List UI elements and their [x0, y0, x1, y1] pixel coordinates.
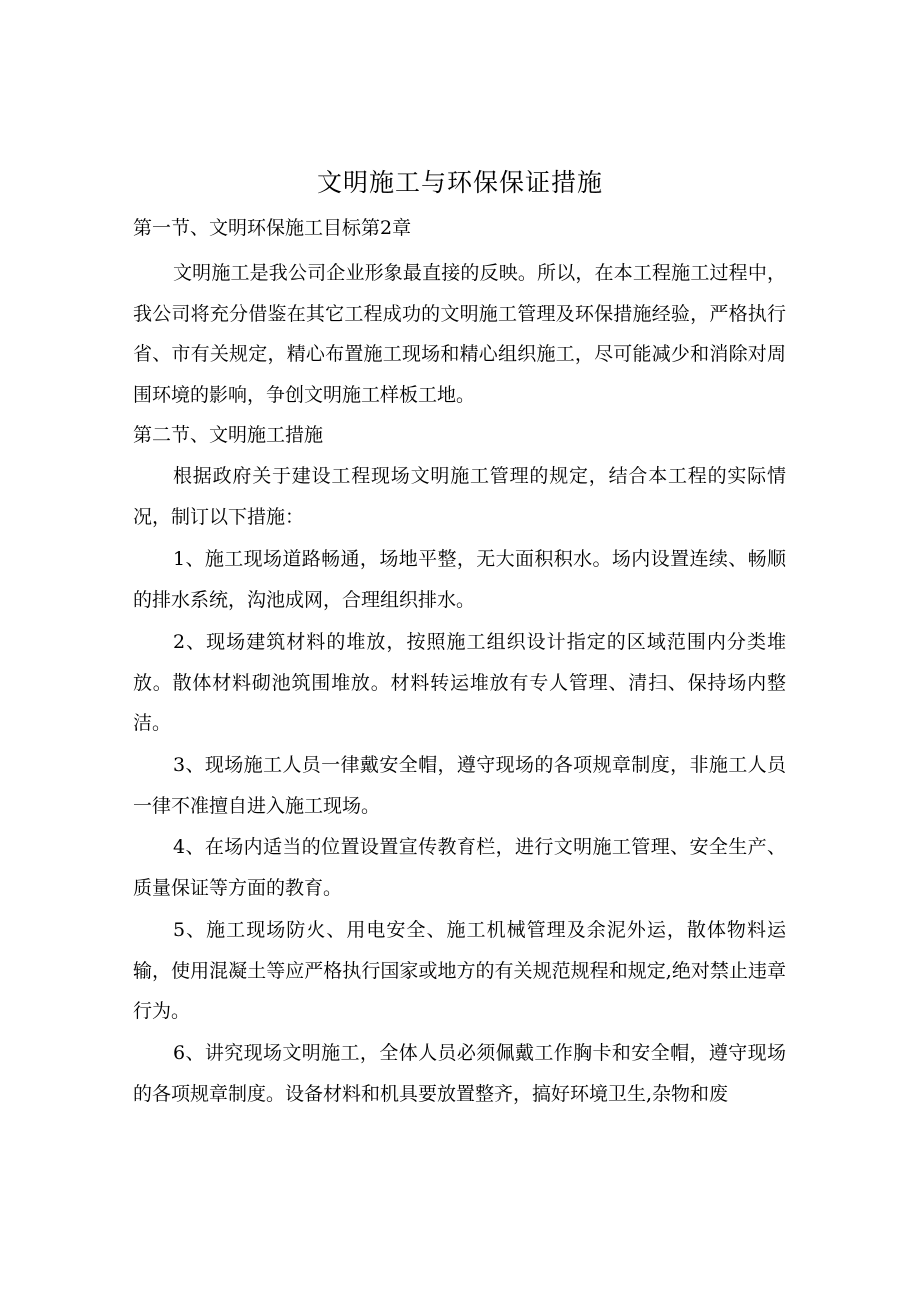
section-2-intro-paragraph: 根据政府关于建设工程现场文明施工管理的规定，结合本工程的实际情况，制订以下措施： — [133, 465, 786, 528]
section-1-heading: 第一节、文明环保施工目标第2章 — [133, 217, 412, 239]
measure-item-1: 1、施工现场道路畅通，场地平整，无大面积积水。场内设置连续、畅顺的排水系统，沟池成网，合理组织排水。 — [133, 548, 786, 611]
measure-item-4: 4、在场内适当的位置设置宣传教育栏，进行文明施工管理、安全生产、质量保证等方面的教育。 — [133, 836, 786, 899]
measure-item-5: 5、施工现场防火、用电安全、施工机械管理及余泥外运，散体物料运输，使用混凝土等应严格执行国家或地方的有关规范规程和规定,绝对禁止违章行为。 — [133, 919, 786, 1022]
section-2-heading: 第二节、文明施工措施 — [133, 424, 324, 446]
document-title: 文明施工与环保保证措施 — [316, 168, 603, 197]
measure-item-3: 3、现场施工人员一律戴安全帽，遵守现场的各项规章制度，非施工人员一律不准擅自进入施工现场。 — [133, 754, 786, 817]
measure-item-6: 6、讲究现场文明施工，全体人员必须佩戴工作胸卡和安全帽，遵守现场的各项规章制度。设备材料和机具要放置整齐，搞好环境卫生,杂物和废 — [133, 1042, 786, 1105]
section-1-paragraph: 文明施工是我公司企业形象最直接的反映。所以，在本工程施工过程中，我公司将充分借鉴在其它工程成功的文明施工管理及环保措施经验，严格执行省、市有关规定，精心布置施工现场和精心组织施工，尽可能减少和消除对周围环境的影响，争创文明施工样板工地。 — [133, 262, 786, 406]
measure-item-2: 2、现场建筑材料的堆放，按照施工组织设计指定的区域范围内分类堆放。散体材料砌池筑围堆放。材料转运堆放有专人管理、清扫、保持场内整洁。 — [133, 631, 786, 734]
